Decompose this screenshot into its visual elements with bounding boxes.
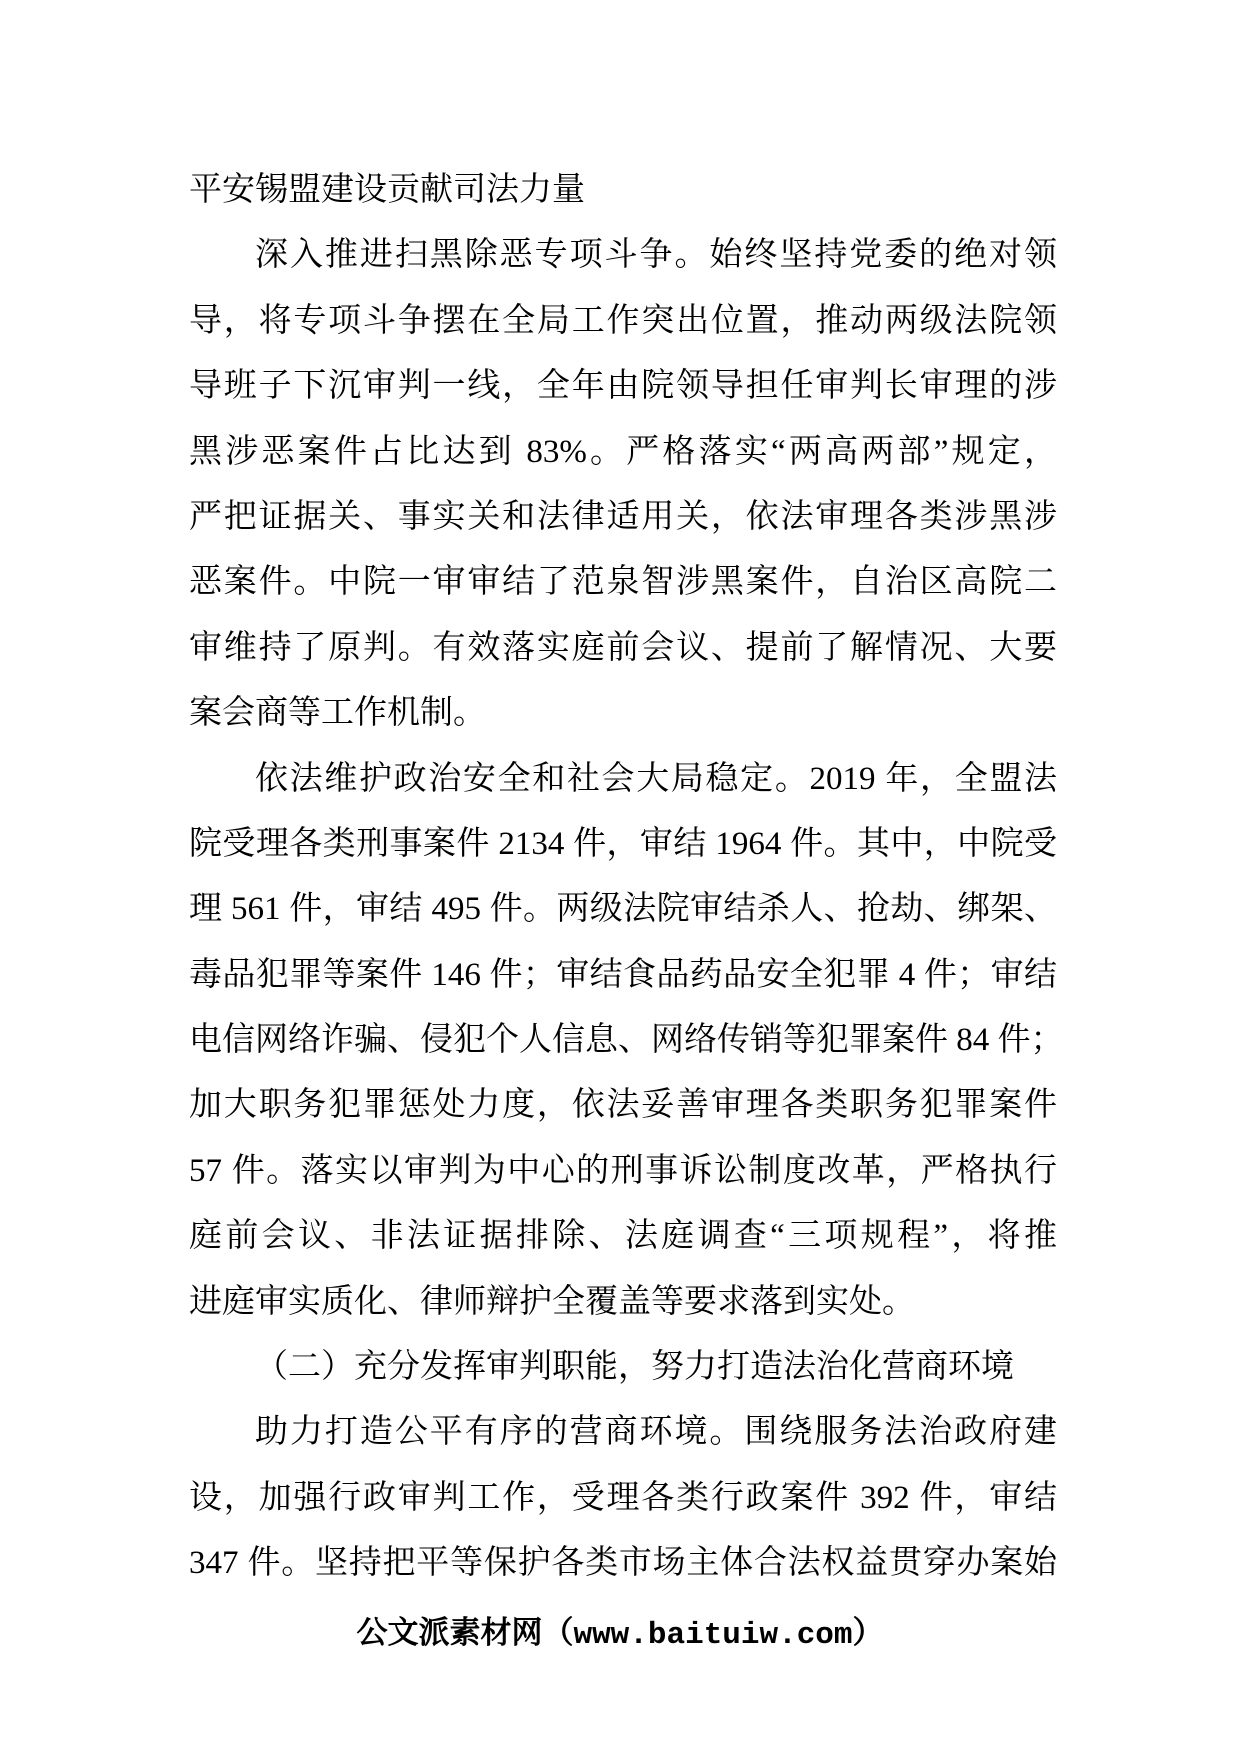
text-line: 院受理各类刑事案件 2134 件，审结 1964 件。其中，中院受 [189, 825, 1057, 862]
text-line: 设，加强行政审判工作，受理各类行政案件 392 件，审结 [189, 1479, 1057, 1516]
text-line: 347 件。坚持把平等保护各类市场主体合法权益贯穿办案始 [189, 1545, 1057, 1582]
text-line: 严把证据关、事实关和法律适用关，依法审理各类涉黑涉 [189, 498, 1057, 535]
text-line: 庭前会议、非法证据排除、法庭调查“三项规程”，将推 [189, 1218, 1057, 1255]
text-line: 导，将专项斗争摆在全局工作突出位置，推动两级法院领 [189, 302, 1057, 339]
paragraph [189, 1400, 1057, 1596]
text-line: 进庭审实质化、律师辩护全覆盖等要求落到实处。 [189, 1283, 915, 1320]
paragraph [189, 223, 1057, 746]
text-line: 案会商等工作机制。 [189, 695, 486, 732]
section-heading [189, 1335, 1057, 1400]
paragraph [189, 747, 1064, 1336]
text-line: 理 561 件，审结 495 件。两级法院审结杀人、抢劫、绑架、 [189, 891, 1057, 928]
text-line: 依法维护政治安全和社会大局稳定。2019 年，全盟法 [255, 760, 1057, 797]
text-line: 黑涉恶案件占比达到 83%。严格落实“两高两部”规定， [189, 433, 1057, 470]
section-heading-text: （二）充分发挥审判职能，努力打造法治化营商环境 [255, 1349, 1014, 1386]
heading-fragment [189, 158, 1057, 223]
text-line: 57 件。落实以审判为中心的刑事诉讼制度改革，严格执行 [189, 1152, 1057, 1189]
text-line: 深入推进扫黑除恶专项斗争。始终坚持党委的绝对领 [255, 237, 1057, 274]
text-line: 电信网络诈骗、侵犯个人信息、网络传销等犯罪案件 84 件； [189, 1022, 1064, 1059]
text-line: 审维持了原判。有效落实庭前会议、提前了解情况、大要 [189, 629, 1057, 666]
text-line: 导班子下沉审判一线，全年由院领导担任审判长审理的涉 [189, 368, 1057, 405]
text-line: 助力打造公平有序的营商环境。围绕服务法治政府建 [255, 1414, 1057, 1451]
document-body [189, 158, 1064, 1597]
footer-watermark: 公文派素材网（www.baituiw.com） [356, 1618, 884, 1653]
text-line: 毒品犯罪等案件 146 件；审结食品药品安全犯罪 4 件；审结 [189, 956, 1057, 993]
text-line: 恶案件。中院一审审结了范泉智涉黑案件，自治区高院二 [189, 564, 1057, 601]
text-line: 加大职务犯罪惩处力度，依法妥善审理各类职务犯罪案件 [189, 1087, 1057, 1124]
text-line: 平安锡盟建设贡献司法力量 [189, 172, 585, 208]
